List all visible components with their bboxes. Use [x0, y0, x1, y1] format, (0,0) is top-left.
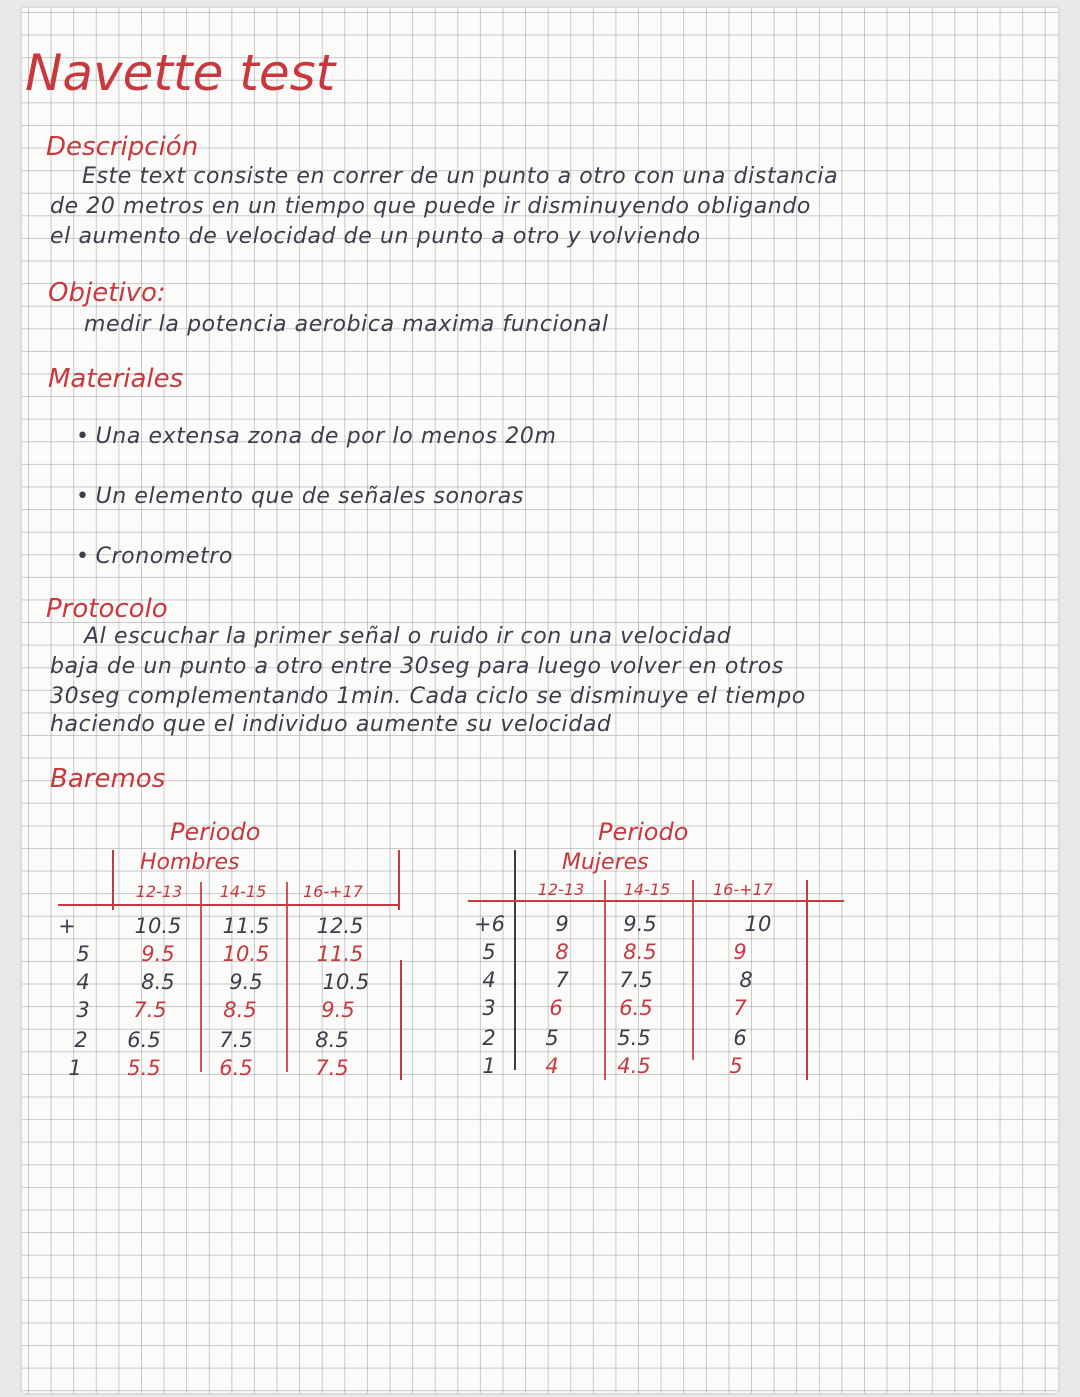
descripcion-line-1: Este text consiste en correr de un punto a otro con una distancia	[82, 164, 839, 189]
baremos-heading: Baremos	[50, 764, 166, 794]
objetivo-line-1: medir la potencia aerobica maxima funcional	[84, 312, 609, 337]
mujeres-col-header: 16-+17	[713, 880, 773, 899]
mujeres-row-label: 1	[482, 1054, 496, 1078]
hombres-cell: 7.5	[315, 1056, 349, 1080]
mujeres-cell: 7	[733, 996, 747, 1020]
mujeres-cell: 5	[729, 1054, 743, 1078]
hombres-col-divider	[286, 882, 288, 1072]
descripcion-heading: Descripción	[46, 132, 199, 162]
mujeres-col-header: 14-15	[623, 880, 671, 899]
mujeres-row-label: 2	[482, 1026, 496, 1050]
materiales-item-2: • Un elemento que de señales sonoras	[76, 484, 524, 509]
mujeres-cell: 8	[555, 940, 569, 964]
hombres-divider	[112, 850, 114, 910]
hombres-cell: 11.5	[222, 914, 270, 938]
protocolo-line-2: baja de un punto a otro entre 30seg para luego volver en otros	[50, 654, 784, 679]
mujeres-cell: 9	[733, 940, 747, 964]
hombres-cell: 8.5	[141, 970, 175, 994]
mujeres-cell: 6	[733, 1026, 747, 1050]
hombres-group-label: Hombres	[140, 850, 240, 875]
mujeres-cell: 9	[555, 912, 569, 936]
mujeres-period-label: Periodo	[598, 818, 689, 846]
mujeres-col-divider	[806, 880, 808, 1080]
hombres-period-label: Periodo	[170, 818, 261, 846]
hombres-cell: 9.5	[229, 970, 263, 994]
hombres-header-rule	[58, 904, 400, 906]
mujeres-row-label: 3	[482, 996, 496, 1020]
protocolo-line-3: 30seg complementando 1min. Cada ciclo se disminuye el tiempo	[50, 684, 806, 709]
protocolo-line-1: Al escuchar la primer señal o ruido ir con una velocidad	[84, 624, 732, 649]
hombres-cell: 8.5	[223, 998, 257, 1022]
hombres-cell: 9.5	[141, 942, 175, 966]
mujeres-col-header: 12-13	[537, 880, 585, 899]
descripcion-line-3: el aumento de velocidad de un punto a otro y volviendo	[50, 224, 701, 249]
hombres-cell: 10.5	[222, 942, 270, 966]
mujeres-cell: 6.5	[619, 996, 653, 1020]
protocolo-heading: Protocolo	[46, 594, 168, 624]
hombres-row-label: 2	[74, 1028, 88, 1052]
mujeres-row-label: 4	[482, 968, 496, 992]
hombres-cell: 6.5	[127, 1028, 161, 1052]
mujeres-cell: 9.5	[623, 912, 657, 936]
hombres-col-header: 14-15	[219, 882, 267, 901]
hombres-cell: 10.5	[134, 914, 182, 938]
mujeres-col-divider	[692, 880, 694, 1060]
hombres-cell: 8.5	[315, 1028, 349, 1052]
hombres-row-label: 4	[76, 970, 90, 994]
hombres-row-label: 1	[68, 1056, 82, 1080]
mujeres-cell: 7	[555, 968, 569, 992]
hombres-cell: 11.5	[316, 942, 364, 966]
mujeres-cell: 8	[739, 968, 753, 992]
materiales-heading: Materiales	[48, 364, 184, 394]
hombres-cell: 6.5	[219, 1056, 253, 1080]
mujeres-cell: 6	[549, 996, 563, 1020]
hombres-row-label: 5	[76, 942, 90, 966]
hombres-col-header: 12-13	[135, 882, 183, 901]
mujeres-cell: 5.5	[617, 1026, 651, 1050]
mujeres-row-label: +6	[474, 912, 505, 936]
mujeres-cell: 5	[545, 1026, 559, 1050]
hombres-cell: 9.5	[321, 998, 355, 1022]
mujeres-cell: 4.5	[617, 1054, 651, 1078]
hombres-cell: 7.5	[219, 1028, 253, 1052]
mujeres-row-label: 5	[482, 940, 496, 964]
hombres-row-label: +	[58, 914, 76, 938]
materiales-item-1: • Una extensa zona de por lo menos 20m	[76, 424, 557, 449]
mujeres-group-label: Mujeres	[562, 850, 649, 875]
hombres-cell: 12.5	[316, 914, 364, 938]
mujeres-header-rule	[468, 900, 844, 902]
mujeres-cell: 4	[545, 1054, 559, 1078]
hombres-cell: 7.5	[133, 998, 167, 1022]
descripcion-line-2: de 20 metros en un tiempo que puede ir disminuyendo obligando	[50, 194, 811, 219]
hombres-col-divider	[400, 960, 402, 1080]
materiales-item-3: • Cronometro	[76, 544, 233, 569]
protocolo-line-4: haciendo que el individuo aumente su velocidad	[50, 712, 612, 737]
hombres-col-header: 16-+17	[303, 882, 363, 901]
mujeres-cell: 8.5	[623, 940, 657, 964]
hombres-row-label: 3	[76, 998, 90, 1022]
hombres-cell: 5.5	[127, 1056, 161, 1080]
mujeres-cell: 10	[744, 912, 772, 936]
hombres-cell: 10.5	[322, 970, 370, 994]
mujeres-cell: 7.5	[619, 968, 653, 992]
hombres-divider	[398, 850, 400, 910]
objetivo-heading: Objetivo:	[48, 278, 166, 308]
page-title: Navette test	[25, 44, 336, 102]
